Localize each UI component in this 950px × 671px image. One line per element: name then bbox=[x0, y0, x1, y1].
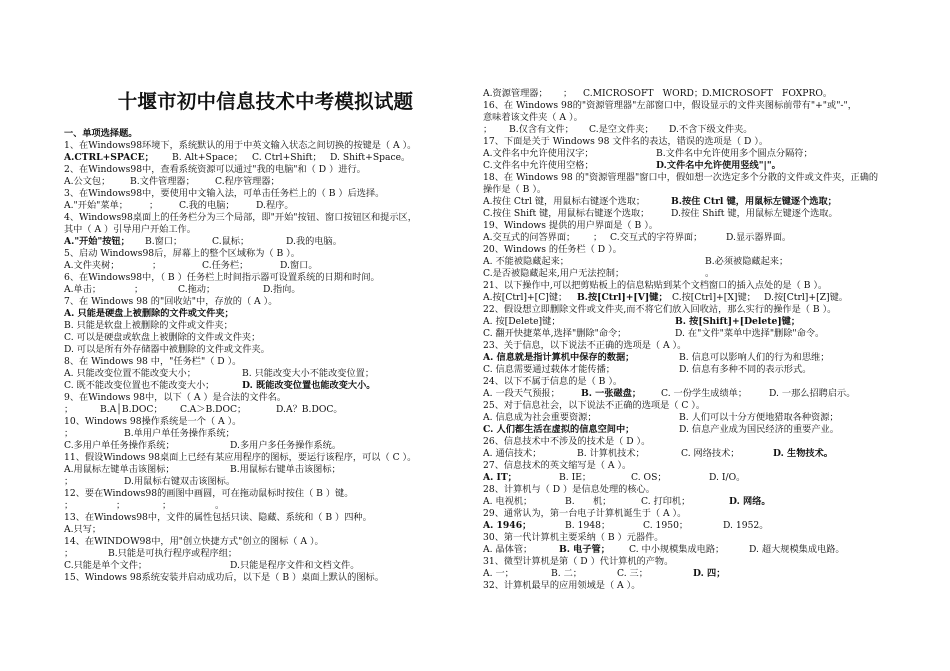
option-text: B.用鼠标右键单击该图标； bbox=[230, 464, 341, 475]
option-text: B.A│B.DOC； bbox=[100, 404, 163, 415]
text-line: 27、信息技术的英文缩写是（ A ）。 bbox=[483, 460, 632, 471]
option-text: B.单用户单任务操作系统； bbox=[124, 428, 235, 439]
option-text: A. 电视机； bbox=[483, 496, 533, 507]
text-line: 意味着该文件夹（ A ）。 bbox=[483, 112, 583, 123]
option-text: D.指向。 bbox=[263, 284, 301, 295]
option-text: B.仅含有文件； bbox=[509, 124, 574, 135]
text-line: 6、在Windows98中，（ B ）任务栏上时间指示器可设置系统的日期和时间。 bbox=[64, 272, 380, 283]
option-text: D.显示器界面。 bbox=[726, 232, 792, 243]
option-text: B. IE； bbox=[559, 472, 592, 483]
option-text: C.交互式的字符界面； bbox=[610, 232, 703, 243]
option-text: C. 既不能改变位置也不能改变大小； bbox=[64, 380, 215, 391]
option-text: D. 信息有多种不同的表示形式。 bbox=[679, 364, 812, 375]
option-text: A. 1946； bbox=[483, 520, 532, 531]
option-text: D. 超大规模集成电路。 bbox=[749, 544, 845, 555]
option-text: A. 只能改变位置不能改变大小； bbox=[64, 368, 196, 379]
option-text: ； bbox=[483, 124, 493, 135]
option-text: B.窗口； bbox=[145, 236, 183, 247]
option-text: C.程序管理器； bbox=[215, 176, 280, 187]
text-line: 30、第一代计算机主要采纳（ B ）元器件。 bbox=[483, 532, 664, 543]
option-text: A. 通信技术； bbox=[483, 448, 542, 459]
option-text: C.多用户单任务操作系统； bbox=[64, 440, 175, 451]
option-text: B. 一张磁盘； bbox=[581, 388, 642, 399]
option-text: D. 既能改变位置也能改变大小。 bbox=[242, 380, 376, 391]
text-line: 7、在 Windows 98 的"回收站"中，存放的（ A ）。 bbox=[64, 296, 278, 307]
text-line: 5、启动 Windows98后，屏幕上的整个区域称为（ B ）。 bbox=[64, 248, 300, 259]
option-text: A.交互式的问答界面； bbox=[483, 232, 576, 243]
option-text: B. 计算机技术； bbox=[577, 448, 645, 459]
option-text: D.多用户多任务操作系统。 bbox=[230, 440, 342, 451]
text-line: 3、在Windows98中，要使用中文输入法，可单击任务栏上的（ B ）后选择。 bbox=[64, 188, 385, 199]
text-line: 8、在 Windows 98 中，"任务栏"（ D ）。 bbox=[64, 356, 242, 367]
option-text: D.不含下级文件夹。 bbox=[669, 124, 753, 135]
option-text: A.资源管理器； bbox=[483, 88, 548, 99]
option-text: C. 三； bbox=[617, 568, 648, 579]
option-text: A. 晶体管； bbox=[483, 544, 533, 555]
option-text: B. bbox=[565, 496, 575, 507]
option-text: D. 网络。 bbox=[729, 496, 771, 507]
text-line: 24、以下不属于信息的是（ B ）。 bbox=[483, 376, 623, 387]
text-line: 一、单项选择题。 bbox=[64, 128, 138, 139]
option-text: D.只能是程序文件和文档文件。 bbox=[230, 560, 360, 571]
text-line: 26、信息技术中不涉及的技术是（ D ）。 bbox=[483, 436, 651, 447]
text-line: 16、在 Windows 98的"资源管理器"左部窗口中，假设显示的文件夹图标前带有"+"或"-"， bbox=[483, 100, 857, 111]
option-text: D. 1952。 bbox=[723, 520, 769, 531]
option-text: B. 二； bbox=[551, 568, 582, 579]
option-text: C. 打印机； bbox=[641, 496, 691, 507]
option-text: 。 bbox=[215, 500, 225, 511]
text-line: 10、Windows 98操作系统是一个（ A ）。 bbox=[64, 416, 242, 427]
option-text: C.MICROSOFT WORD； bbox=[583, 88, 704, 99]
option-text: ； bbox=[162, 500, 172, 511]
option-text: ； bbox=[563, 88, 573, 99]
option-text: C. 中小规模集成电路； bbox=[629, 544, 725, 555]
option-text: D.窗口。 bbox=[280, 260, 318, 271]
option-text: B.必须被隐藏起来； bbox=[705, 256, 789, 267]
option-text: B. 1948； bbox=[565, 520, 611, 531]
option-text: A.单击； bbox=[64, 284, 102, 295]
text-line: 22、假设想立即删除文件或文件夹,而不将它们放入回收站，那么实行的操作是（ B ）。 bbox=[483, 304, 837, 315]
text-line: 31、微型计算机是第（ D ）代计算机的产物。 bbox=[483, 556, 674, 567]
option-text: B. 按[Shift]+[Delete]键； bbox=[675, 316, 801, 327]
option-text: A.文件夹树； bbox=[64, 260, 120, 271]
option-text: ； bbox=[64, 500, 74, 511]
option-text: 机； bbox=[593, 496, 612, 507]
option-text: D. Shift+Space。 bbox=[330, 152, 411, 163]
text-line: D. 可以是所有外存储器中被删除的文件或文件夹。 bbox=[64, 344, 270, 355]
option-text: A. 信息成为社会重要资源； bbox=[483, 412, 597, 423]
option-text: D.我的电脑。 bbox=[286, 236, 342, 247]
text-line: C. 可以是硬盘或软盘上被删除的文件或文件夹； bbox=[64, 332, 261, 343]
option-text: C. 翻开快捷菜单,选择"删除"命令； bbox=[483, 328, 627, 339]
text-line: 21、以下操作中,可以把剪贴板上的信息粘贴到某个文档窗口的插入点处的是（ B ）。 bbox=[483, 280, 828, 291]
option-text: A.用鼠标左键单击该图标； bbox=[64, 464, 175, 475]
option-text: A. IT； bbox=[483, 472, 517, 483]
option-text: D.A？B.DOC。 bbox=[276, 404, 343, 415]
option-text: A. 一； bbox=[483, 568, 514, 579]
option-text: A.按住 Ctrl 键，用鼠标右键逐个选取； bbox=[483, 196, 646, 207]
option-text: ； bbox=[593, 232, 603, 243]
option-text: D. 生物技术。 bbox=[773, 448, 833, 459]
option-text: C.按住 Shift 键，用鼠标右键逐个选取； bbox=[483, 208, 650, 219]
page-title: 十堰市初中信息技术中考模拟试题 bbox=[117, 90, 414, 113]
option-text: C.文件名中允许使用空格； bbox=[483, 160, 594, 171]
option-text: C.A＞B.DOC； bbox=[180, 404, 247, 415]
text-line: 9、在Windows 98中，以下（ A ）是合法的文件名。 bbox=[64, 392, 287, 403]
option-text: D.用鼠标右键双击该图标。 bbox=[124, 476, 236, 487]
text-line: 12、要在Windows98的画图中画圆，可在拖动鼠标时按住（ B ）键。 bbox=[64, 488, 354, 499]
text-line: 32、计算机最早的应用领域是（ A ）。 bbox=[483, 580, 641, 591]
option-text: ； bbox=[64, 548, 74, 559]
option-text: D. I/O。 bbox=[709, 472, 746, 483]
text-line: 14、在WINDOW98中，用"创立快捷方式"创立的图标（ A ）。 bbox=[64, 536, 324, 547]
text-line: 25、对于信息社会，以下说法不正确的选项是（ C ）。 bbox=[483, 400, 706, 411]
text-line: 23、关于信息，以下说法不正确的选项是（ A ）。 bbox=[483, 340, 687, 351]
option-text: B. 只能改变大小不能改变位置； bbox=[242, 368, 375, 379]
option-text: B.只能是可执行程序或程序组； bbox=[108, 548, 238, 559]
option-text: B. 信息可以影响人们的行为和思维； bbox=[679, 352, 830, 363]
option-text: C.只能是单个文件； bbox=[64, 560, 148, 571]
option-text: B.文件管理器； bbox=[130, 176, 195, 187]
option-text: C. 网络技术； bbox=[681, 448, 740, 459]
option-text: ； bbox=[149, 200, 159, 211]
option-text: C.是空文件夹； bbox=[589, 124, 654, 135]
text-line: B. 只能是软盘上被删除的文件或文件夹； bbox=[64, 320, 233, 331]
option-text: C. 信息需要通过载体才能传播； bbox=[483, 364, 615, 375]
option-text: D.按[Ctrl]+[Z]键。 bbox=[764, 292, 848, 303]
text-line: 19、Windows 提供的用户界面是（ B ）。 bbox=[483, 220, 658, 231]
option-text: A.公文包； bbox=[64, 176, 111, 187]
option-text: ； bbox=[134, 284, 144, 295]
option-text: A."开始"按钮； bbox=[64, 236, 130, 247]
option-text: ； bbox=[152, 260, 162, 271]
option-text: A.CTRL+SPACE； bbox=[64, 152, 154, 163]
option-text: C. Ctrl+Shift； bbox=[252, 152, 322, 163]
option-text: C.是否被隐藏起来,用户无法控制； bbox=[483, 268, 625, 279]
option-text: A. 信息就是指计算机中保存的数据； bbox=[483, 352, 635, 363]
option-text: B. Alt+Space； bbox=[172, 152, 243, 163]
option-text: D.程序。 bbox=[256, 200, 294, 211]
text-line: 11、假设Windows 98桌面上已经有某应用程序的图标，要运行该程序，可以（ C ）。 bbox=[64, 452, 417, 463]
option-text: ； bbox=[64, 428, 74, 439]
option-text: C.鼠标； bbox=[212, 236, 250, 247]
text-line: 28、计算机与（ D ）是信息处理的核心。 bbox=[483, 484, 655, 495]
option-text: A. 按[Delete]键； bbox=[483, 316, 561, 327]
option-text: C. 一份学生成绩单； bbox=[661, 388, 748, 399]
option-text: ； bbox=[64, 476, 74, 487]
option-text: 。 bbox=[705, 268, 715, 279]
option-text: A.文件名中允许使用汉字； bbox=[483, 148, 594, 159]
option-text: C. 人们都生活在虚拟的信息空间中； bbox=[483, 424, 635, 435]
option-text: D.按住 Shift 键，用鼠标左键逐个选取。 bbox=[671, 208, 838, 219]
option-text: C.按[Ctrl]+[X]键； bbox=[672, 292, 756, 303]
option-text: B.按住 Ctrl 键，用鼠标左键逐个选取； bbox=[671, 196, 837, 207]
option-text: C.拖动； bbox=[178, 284, 216, 295]
option-text: C.我的电脑； bbox=[179, 200, 235, 211]
option-text: D. 四； bbox=[693, 568, 726, 579]
text-line: A.只写； bbox=[64, 524, 102, 535]
text-line: 15、Windows 98系统安装并启动成功后，以下是（ B ）桌面上默认的图标。 bbox=[64, 572, 384, 583]
option-text: ； bbox=[116, 500, 126, 511]
option-text: C. 1950； bbox=[643, 520, 689, 531]
option-text: ； bbox=[64, 404, 74, 415]
option-text: B. 人们可以十分方便地猎取各种资源； bbox=[679, 412, 839, 423]
option-text: A."开始"菜单； bbox=[64, 200, 128, 211]
option-text: A. 一段天气预报； bbox=[483, 388, 560, 399]
option-text: D. 信息产业成为国民经济的重要产业。 bbox=[679, 424, 839, 435]
text-line: 其中（ A ）引导用户开始工作。 bbox=[64, 224, 196, 235]
option-text: D.MICROSOFT FOXPRO。 bbox=[702, 88, 833, 99]
text-line: 2、在Windows98中，查看系统资源可以通过"我的电脑"和（ D ）进行。 bbox=[64, 164, 366, 175]
option-text: C. OS； bbox=[631, 472, 667, 483]
text-line: 4、Windows98桌面上的任务栏分为三个局部，即"开始"按钮、窗口按钮区和提示区， bbox=[64, 212, 417, 223]
text-line: 18、在 Windows 98 的"资源管理器"窗口中，假如想一次选定多个分散的文件或文件夹，正确的 bbox=[483, 172, 879, 183]
text-line: 13、在Windows98中，文件的属性包括只读、隐藏、系统和（ B ）四种。 bbox=[64, 512, 372, 523]
option-text: D. 一那么招聘启示。 bbox=[769, 388, 856, 399]
option-text: B. 电子管； bbox=[559, 544, 610, 555]
option-text: A.按[Ctrl]+[C]键； bbox=[483, 292, 568, 303]
text-line: A. 只能是硬盘上被删除的文件或文件夹； bbox=[64, 308, 234, 319]
option-text: D.文件名中允许使用竖线"|"。 bbox=[656, 160, 781, 171]
option-text: A. 不能被隐藏起来； bbox=[483, 256, 569, 267]
option-text: B.文件名中允许使用多个圆点分隔符； bbox=[656, 148, 813, 159]
option-text: D. 在"文件"菜单中选择"删除"命令。 bbox=[675, 328, 825, 339]
text-line: 操作是（ B ）。 bbox=[483, 184, 547, 195]
text-line: 20、Windows 的任务栏（ D ）。 bbox=[483, 244, 622, 255]
text-line: 29、通常认为，第一台电子计算机诞生于（ A ）。 bbox=[483, 508, 687, 519]
text-line: 17、下面是关于 Windows 98 文件名的表达，错误的选项是（ D ）。 bbox=[483, 136, 769, 147]
option-text: B.按[Ctrl]+[V]键； bbox=[577, 292, 668, 303]
text-line: 1、在Windows98环境下，系统默认的用于中英文输入状态之间切换的按键是（ A ）。 bbox=[64, 140, 417, 151]
option-text: C.任务栏； bbox=[202, 260, 249, 271]
